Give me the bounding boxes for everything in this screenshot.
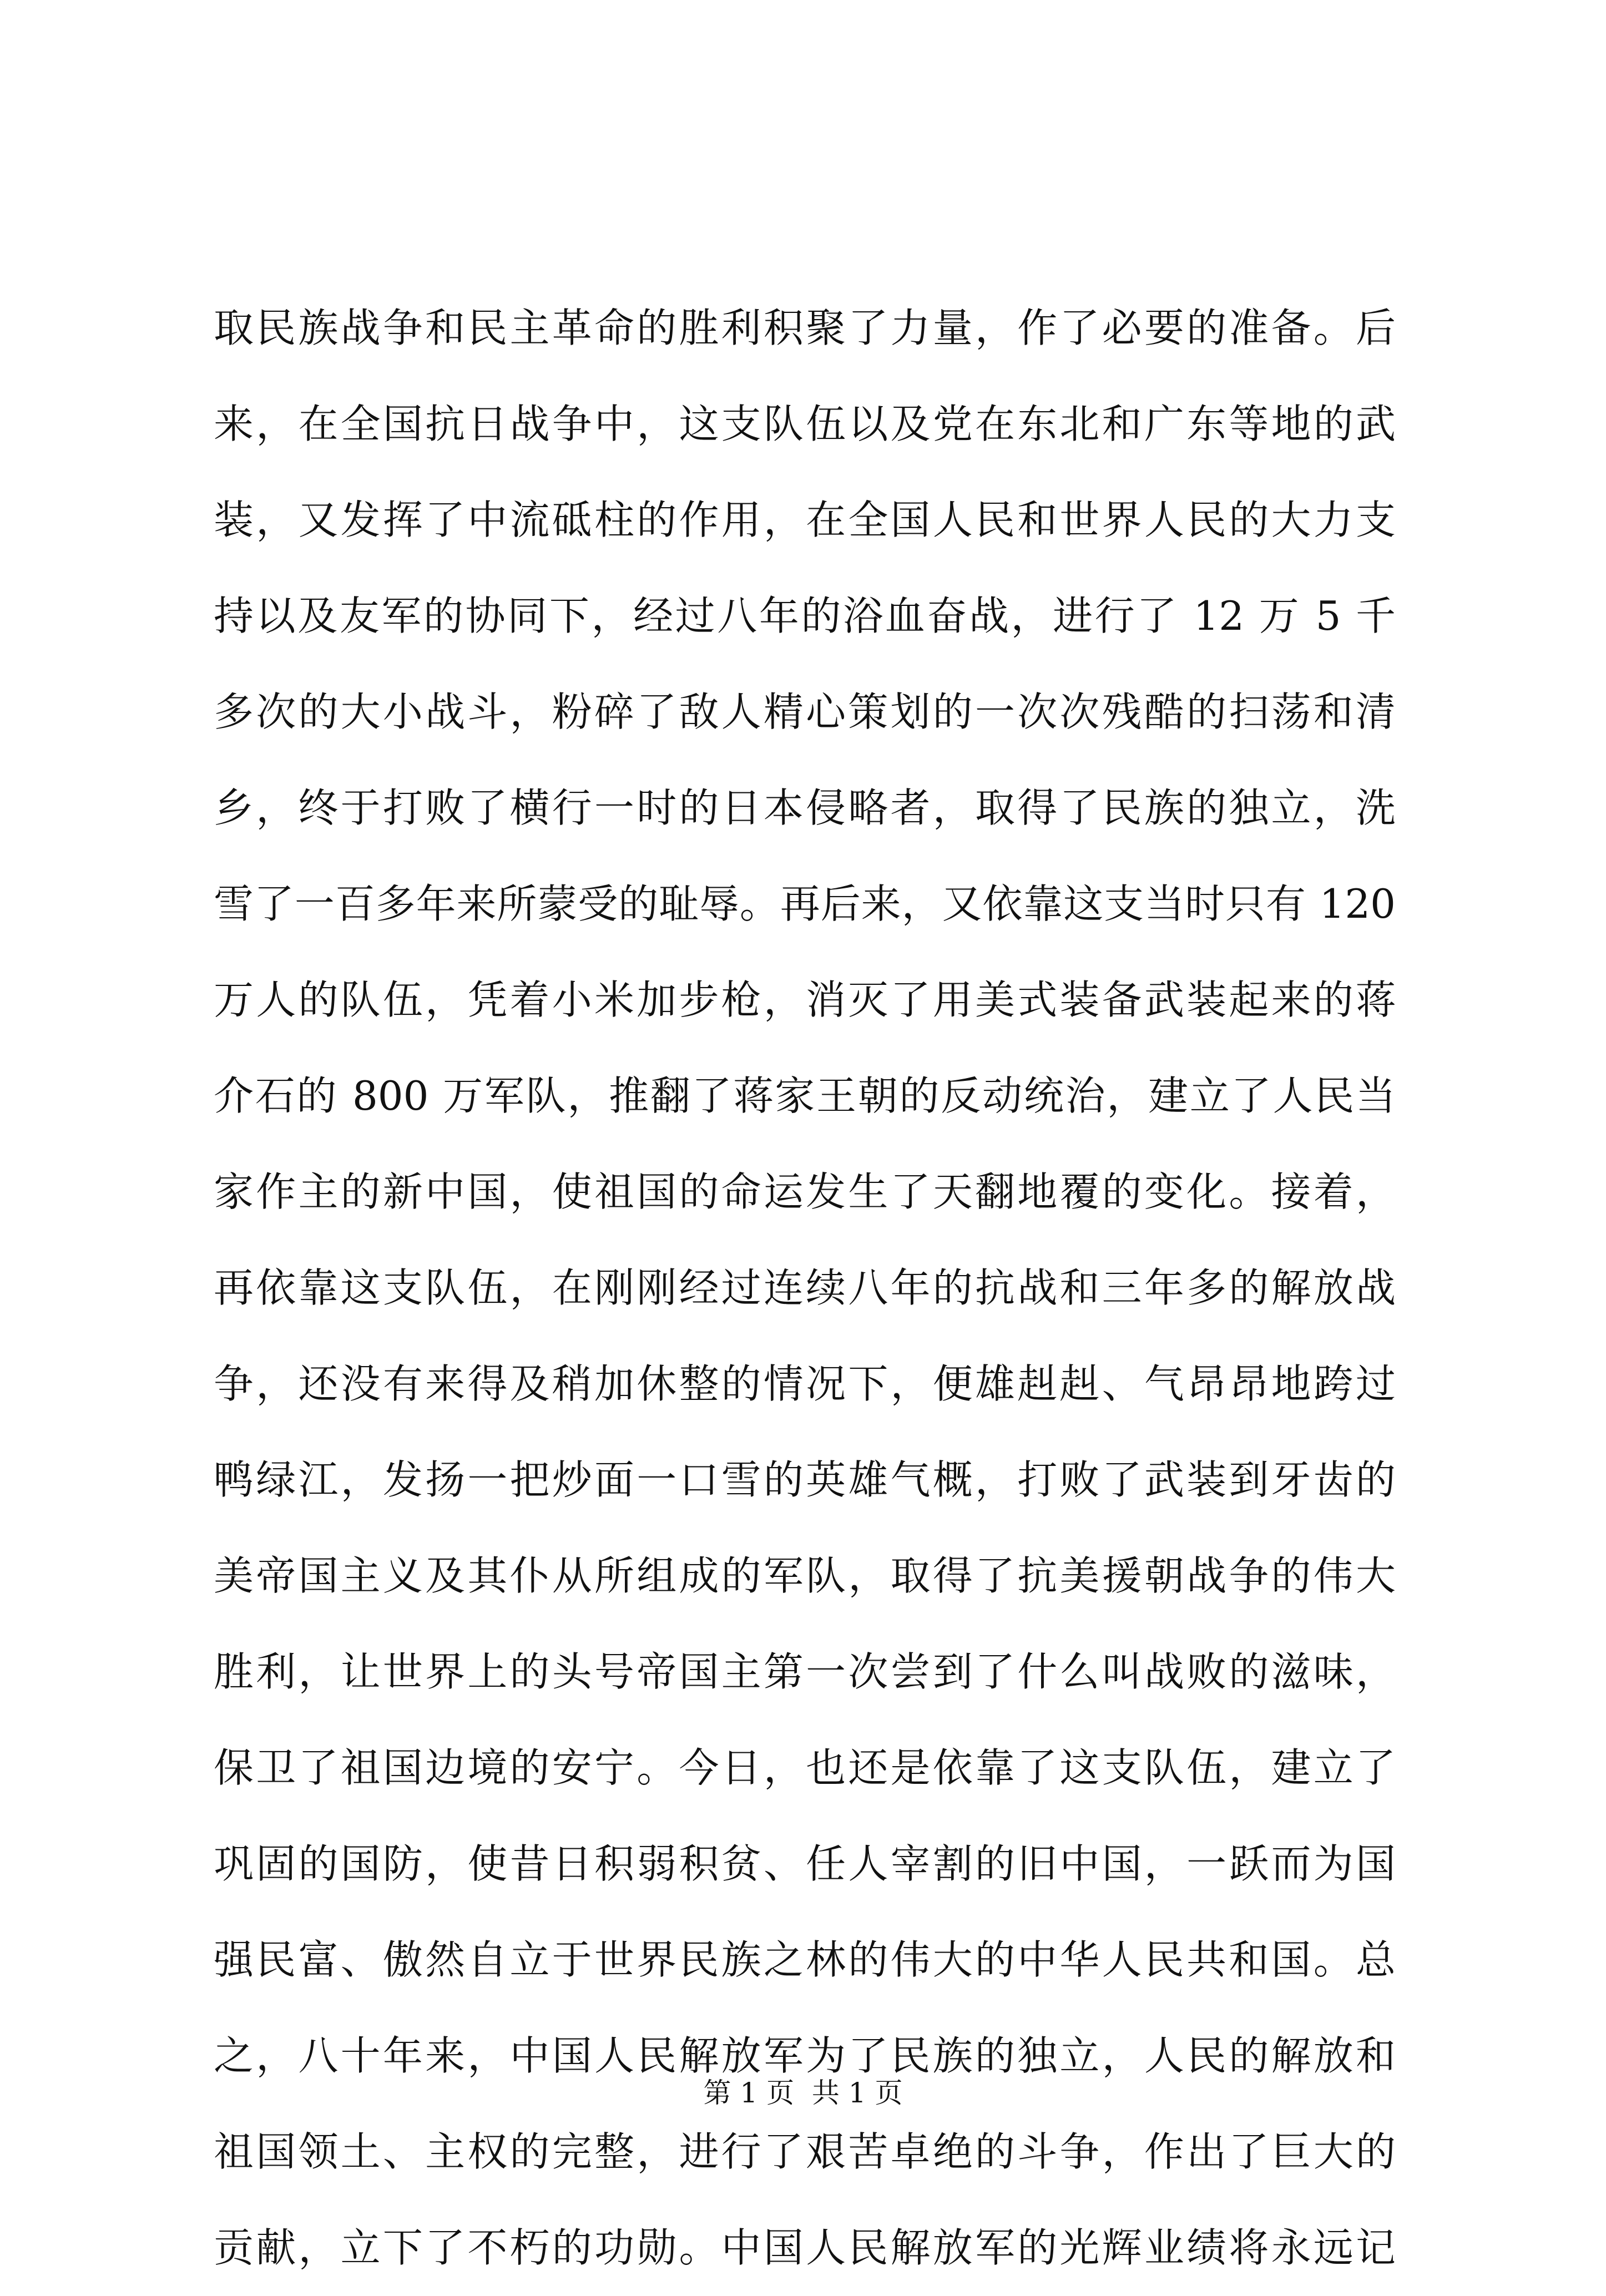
text-line: 雪了一百多年来所蒙受的耻辱。再后来，又依靠这支当时只有 120 (214, 881, 1396, 927)
text-line: 祖国领土、主权的完整，进行了艰苦卓绝的斗争，作出了巨大的 (214, 2128, 1396, 2175)
body-text (214, 280, 1396, 2296)
text-line: 家作主的新中国，使祖国的命运发生了天翻地覆的变化。接着， (214, 1169, 1396, 1215)
text-line: 强民富、傲然自立于世界民族之林的伟大的中华人民共和国。总 (214, 1936, 1396, 1983)
text-line: 保卫了祖国边境的安宁。今日，也还是依靠了这支队伍，建立了 (214, 1744, 1396, 1791)
text-line: 多次的大小战斗，粉碎了敌人精心策划的一次次残酷的扫荡和清 (214, 689, 1396, 735)
text-line: 乡，终于打败了横行一时的日本侵略者，取得了民族的独立，洗 (214, 785, 1396, 831)
text-line: 万人的队伍，凭着小米加步枪，消灭了用美式装备武装起来的蒋 (214, 977, 1396, 1023)
text-line: 介石的 800 万军队，推翻了蒋家王朝的反动统治，建立了人民当 (214, 1073, 1396, 1119)
text-line: 贡献，立下了不朽的功勋。中国人民解放军的光辉业绩将永远记 (214, 2224, 1396, 2271)
text-line: 巩固的国防，使昔日积弱积贫、任人宰割的旧中国，一跃而为国 (214, 1840, 1396, 1887)
page-number-footer: 第 1 页 共 1 页 (703, 2077, 903, 2109)
text-line: 持以及友军的协同下，经过八年的浴血奋战，进行了 12 万 5 千 (214, 593, 1396, 639)
text-line: 美帝国主义及其仆从所组成的军队，取得了抗美援朝战争的伟大 (214, 1552, 1396, 1599)
text-line: 之，八十年来，中国人民解放军为了民族的独立，人民的解放和 (214, 2032, 1396, 2079)
text-line: 鸭绿江，发扬一把炒面一口雪的英雄气概，打败了武装到牙齿的 (214, 1457, 1396, 1503)
text-line: 再依靠这支队伍，在刚刚经过连续八年的抗战和三年多的解放战 (214, 1265, 1396, 1311)
text-line: 来，在全国抗日战争中，这支队伍以及党在东北和广东等地的武 (214, 401, 1396, 447)
text-line: 装，又发挥了中流砥柱的作用，在全国人民和世界人民的大力支 (214, 497, 1396, 543)
text-line: 争，还没有来得及稍加休整的情况下，便雄赳赳、气昂昂地跨过 (214, 1361, 1396, 1407)
text-line: 胜利，让世界上的头号帝国主第一次尝到了什么叫战败的滋味， (214, 1648, 1396, 1695)
text-line: 取民族战争和民主革命的胜利积聚了力量，作了必要的准备。后 (214, 305, 1396, 351)
